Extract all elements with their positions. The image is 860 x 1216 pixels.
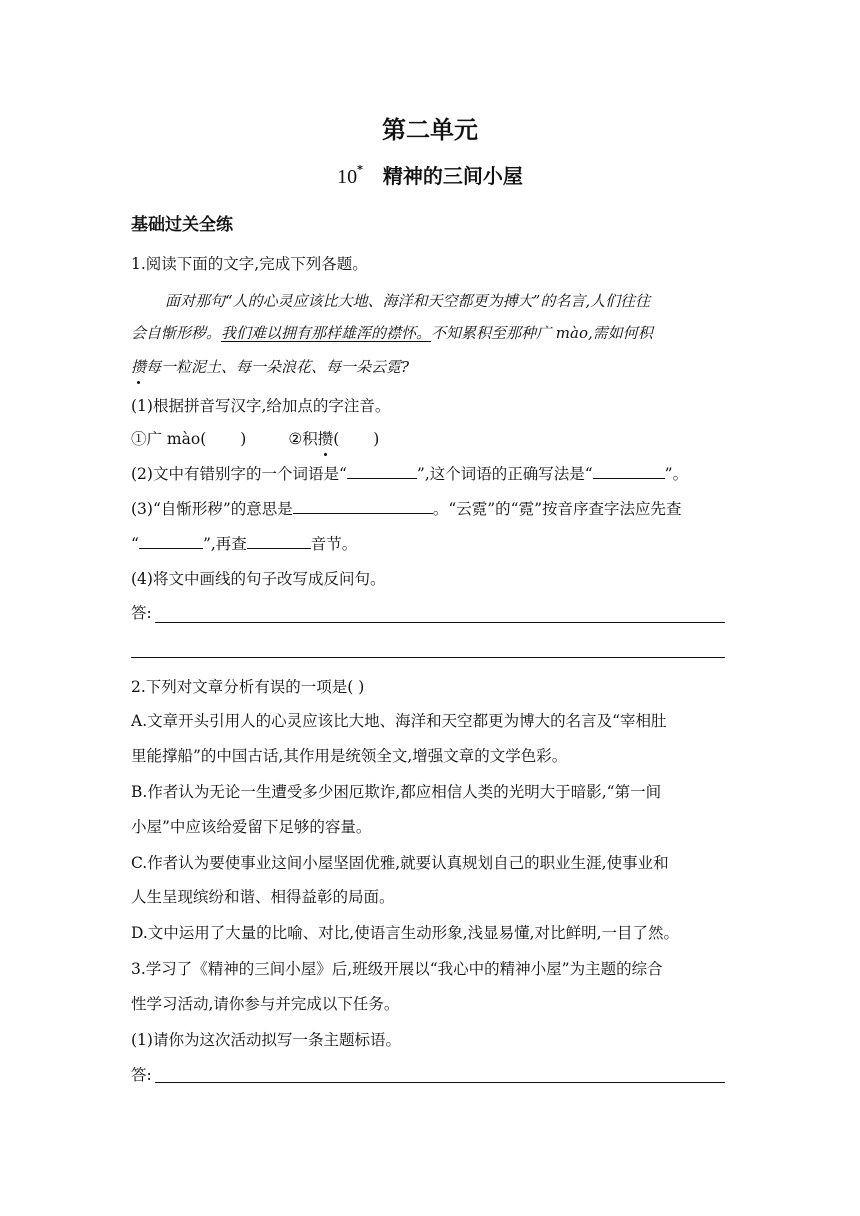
q3-stem-line2: 性学习活动,请你参与并完成以下任务。: [131, 995, 400, 1013]
q1-sub1-items: [131, 428, 731, 450]
blank-wrong-word[interactable]: [347, 462, 417, 479]
dotted-char: 攒: [317, 430, 334, 448]
passage-line-2: [131, 322, 731, 344]
blank-syllable[interactable]: [247, 532, 311, 549]
q1-sub3-line2: [131, 532, 731, 555]
passage-line-1: 面对那句“人的心灵应该比大地、海洋和天空都更为搏大”的名言,人们往往: [165, 292, 651, 310]
passage-line-3: [131, 356, 731, 378]
dotted-char: 攒: [131, 358, 147, 376]
passage-text: 每一粒泥土、每一朵浪花、每一朵云霓?: [146, 358, 410, 376]
blank-meaning[interactable]: [293, 497, 433, 514]
option-b-line2: 小屋”中应该给爱留下足够的容量。: [131, 818, 372, 836]
sub2-text: ”,这个词语的正确写法是“: [416, 465, 593, 483]
answer-label: 答:: [131, 1066, 152, 1084]
option-c-line2: 人生呈现缤纷和谐、相得益彰的局面。: [131, 888, 395, 906]
q1-sub4: (4)将文中画线的句子改写成反问句。: [131, 570, 386, 588]
q3-sub1: (1)请你为这次活动拟写一条主题标语。: [131, 1031, 401, 1049]
sub2-text: (2)文中有错别字的一个词语是“: [131, 465, 347, 483]
lesson-number: 10: [337, 166, 358, 188]
item-a-close: ): [240, 430, 247, 448]
sub3-text: ”,再查: [202, 535, 247, 553]
sub3-text: “: [131, 535, 139, 553]
lesson-name: 精神的三间小屋: [382, 164, 523, 188]
answer-label: 答:: [131, 604, 152, 622]
q1-stem: 1.阅读下面的文字,完成下列各题。: [131, 255, 368, 273]
sub3-text: 音节。: [310, 535, 358, 553]
option-a-line2: 里能撑船”的中国古话,其作用是统领全文,增强文章的文学色彩。: [131, 747, 568, 765]
passage-text: 不知累积至那种广 mào,需如何积: [431, 324, 653, 342]
item-b-open: (: [333, 430, 340, 448]
answer-line[interactable]: [155, 622, 725, 623]
sub3-text: (3)“自惭形秽”的意思是: [131, 500, 293, 518]
passage-text: 会自惭形秽。: [131, 324, 222, 342]
item-b-label: ②积: [288, 430, 318, 448]
q2-stem: 2.下列对文章分析有误的一项是( ): [131, 678, 365, 696]
unit-title: 第二单元: [382, 116, 478, 144]
option-c-line1: C.作者认为要使事业这间小屋坚固优雅,就要认真规划自己的职业生涯,使事业和: [131, 854, 669, 872]
option-a-line1: A.文章开头引用人的心灵应该比大地、海洋和天空都更为博大的名言及“宰相肚: [131, 712, 667, 730]
sub2-text: ”。: [664, 465, 689, 483]
item-a-label: ①广 mào(: [131, 430, 207, 448]
lesson-title: [0, 160, 860, 189]
answer-line[interactable]: [131, 657, 725, 658]
blank-correct-word[interactable]: [593, 462, 665, 479]
q1-sub2: [131, 462, 731, 485]
option-b-line1: B.作者认为无论一生遭受多少困厄欺诈,都应相信人类的光明大于暗影,“第一间: [131, 783, 662, 801]
item-b-close: ): [373, 430, 380, 448]
underlined-sentence: 我们难以拥有那样雄浑的襟怀。: [221, 324, 432, 342]
answer-line[interactable]: [155, 1082, 725, 1083]
blank-initial[interactable]: [139, 532, 203, 549]
lesson-mark: *: [357, 163, 363, 177]
section-title: 基础过关全练: [131, 215, 233, 235]
q3-stem-line1: 3.学习了《精神的三间小屋》后,班级开展以“我心中的精神小屋”为主题的综合: [131, 960, 663, 978]
sub3-text: 。“云霓”的“霓”按音序查字法应先查: [432, 500, 682, 518]
q1-sub3-line1: [131, 497, 731, 520]
option-d: D.文中运用了大量的比喻、对比,使语言生动形象,浅显易懂,对比鲜明,一目了然。: [131, 924, 680, 942]
q1-sub1: (1)根据拼音写汉字,给加点的字注音。: [131, 397, 391, 415]
